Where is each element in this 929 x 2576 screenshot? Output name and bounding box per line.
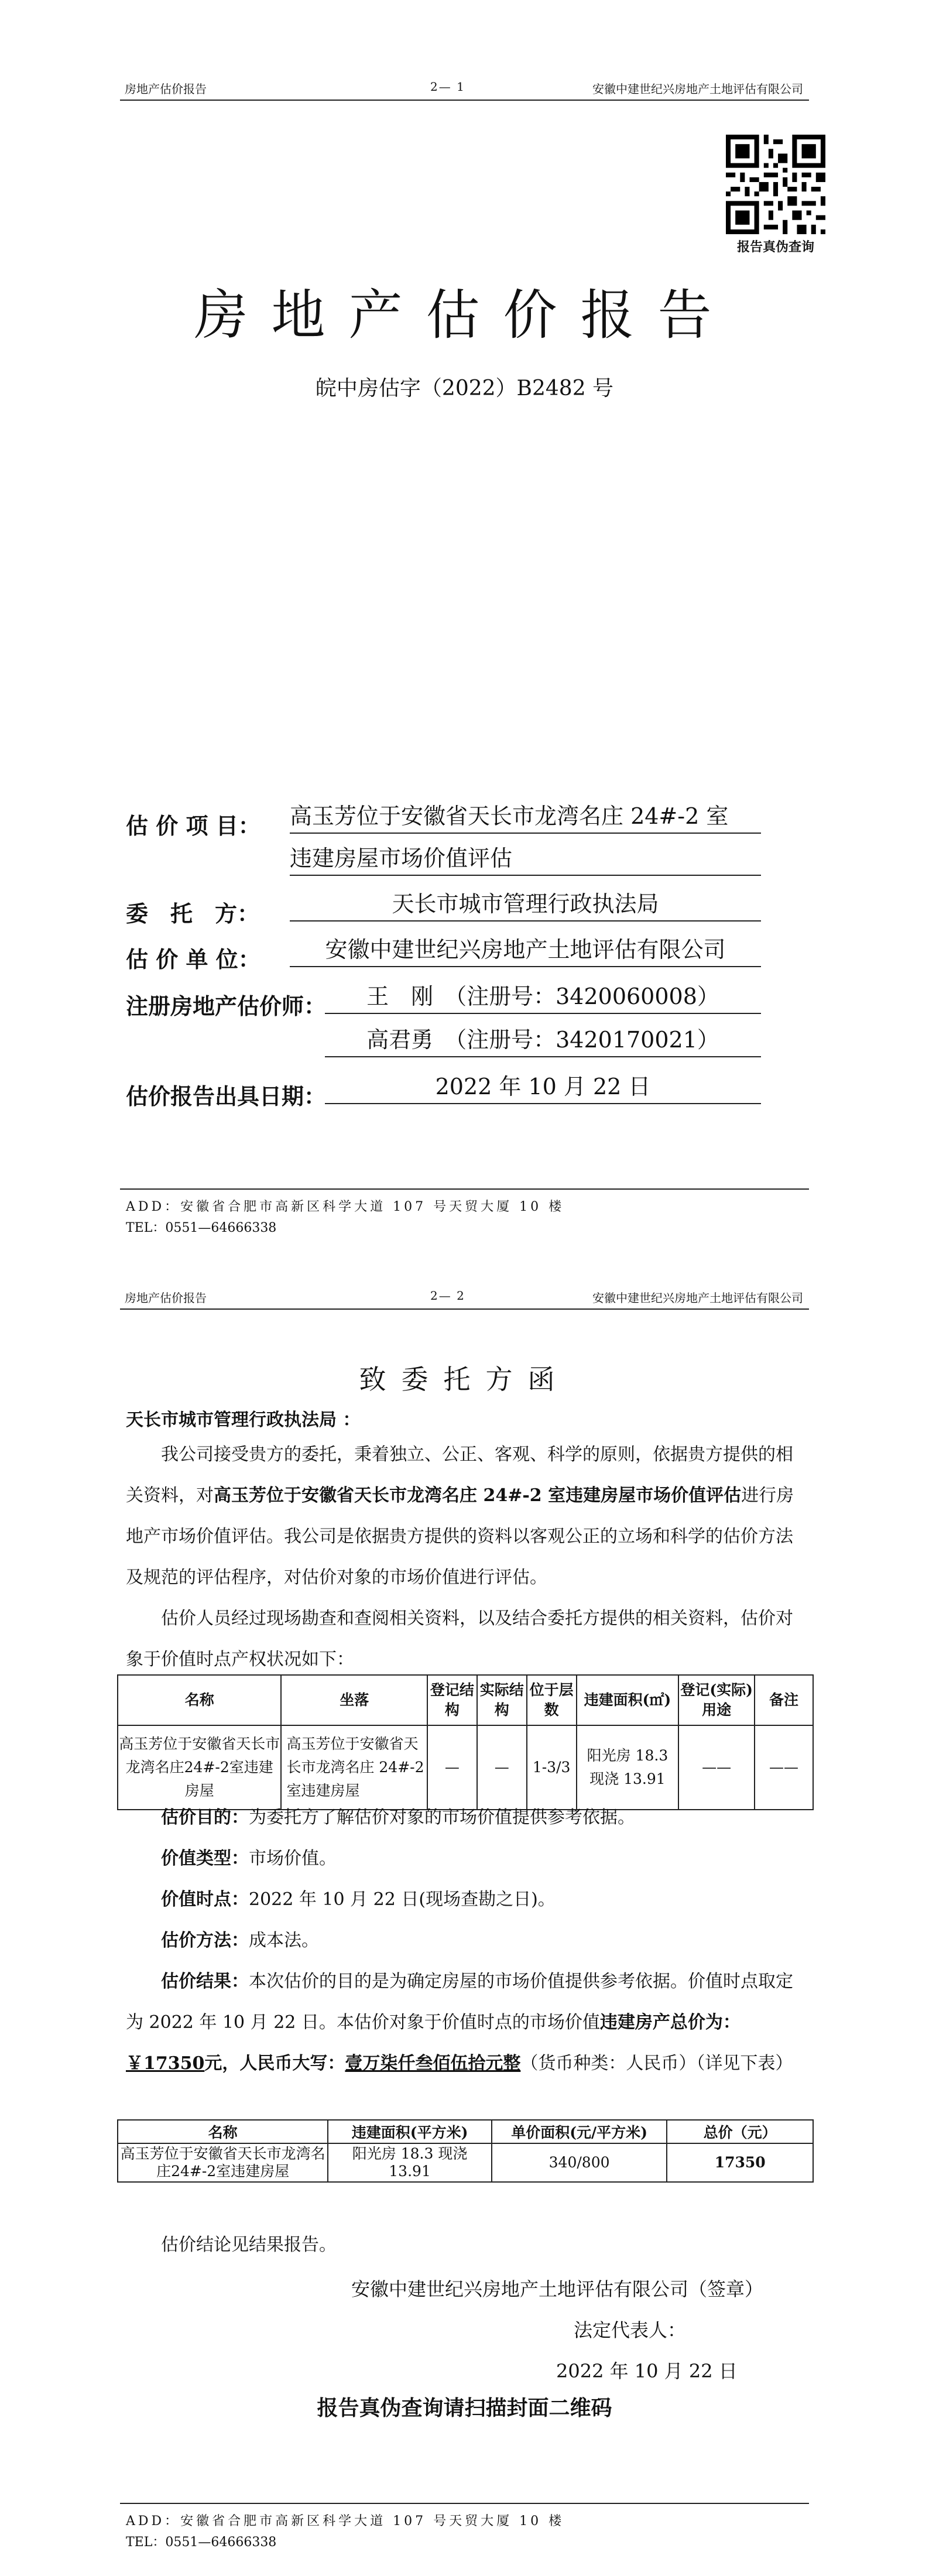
- result-total: ￥17350: [126, 2053, 205, 2074]
- value-time-value: 2022 年 10 月 22 日(现场查勘之日)。: [249, 1889, 556, 1910]
- page-header-2: [120, 1285, 809, 1310]
- table-cell: 高玉芳位于安徽省天长市龙湾名庄 24#-2 室违建房屋: [281, 1725, 427, 1810]
- letter-paragraph-1: [126, 1434, 805, 1598]
- issue-date-label: 估价报告出具日期：: [126, 1083, 327, 1109]
- footer-address: ADD：安徽省合肥市高新区科学大道 107 号天贸大厦 10 楼: [126, 2514, 565, 2529]
- table-header: 登记(实际)用途: [678, 1675, 755, 1725]
- legal-representative: 法定代表人：: [574, 2319, 687, 2341]
- org-label: 估 价 单 位：: [126, 946, 260, 972]
- result-upper: 壹万柒仟叁佰伍拾元整: [345, 2053, 521, 2074]
- result-text-a: 本次估价的目的是为确定房屋的市场价值提供参考依据。价值时点取定为 2022 年 10 月 22 日。本估价对象于价值时点的市场价值: [126, 1971, 793, 2033]
- issue-date-value: 2022 年 10 月 22 日: [325, 1073, 761, 1104]
- page-footer-2: [120, 2503, 809, 2551]
- value-time-label: 价值时点：: [161, 1889, 249, 1910]
- result-paragraph: [126, 1961, 805, 2084]
- letter-paragraph-2: [126, 1598, 805, 1680]
- table-header: 登记结构: [427, 1675, 477, 1725]
- appraiser-2: 高君勇 （注册号：3420170021）: [325, 1026, 761, 1057]
- org-value: 安徽中建世纪兴房地产土地评估有限公司: [290, 936, 761, 967]
- project-line2: 违建房屋市场价值评估: [290, 844, 761, 876]
- conclusion-line: [126, 2225, 805, 2266]
- header-company: 安徽中建世纪兴房地产土地评估有限公司: [592, 1291, 803, 1305]
- method-line: [126, 1920, 805, 1961]
- property-status-table: [117, 1674, 814, 1810]
- purpose-value: 为委托方了解估价对象的市场价值提供参考依据。: [249, 1807, 635, 1828]
- table-cell: 高玉芳位于安徽省天长市龙湾名庄24#-2室违建房屋: [118, 2143, 328, 2182]
- qr-code-icon[interactable]: [726, 135, 825, 234]
- table-header: 实际结构: [477, 1675, 527, 1725]
- page-footer: [120, 1188, 809, 1236]
- method-value: 成本法。: [249, 1930, 319, 1951]
- table-header: 违建面积(平方米): [328, 2120, 492, 2143]
- p1-project: 高玉芳位于安徽省天长市龙湾名庄 24#-2 室违建房屋市场价值评估: [214, 1485, 742, 1506]
- table-header: 单价面积(元/平方米): [492, 2120, 667, 2143]
- purpose-label: 估价目的：: [161, 1807, 249, 1828]
- conclusion-text: 估价结论见结果报告。: [161, 2235, 337, 2255]
- result-label: 估价结果：: [161, 1971, 249, 1992]
- verify-note: 报告真伪查询请扫描封面二维码: [317, 2396, 612, 2420]
- p2-text: 估价人员经过现场勘查和查阅相关资料，以及结合委托方提供的相关资料，估价对象于价值时点产权状况如下：: [126, 1608, 793, 1670]
- value-type-line: [126, 1838, 805, 1879]
- result-text-c: 元，人民币大写：: [204, 2053, 345, 2074]
- table-cell: 1-3/3: [527, 1725, 577, 1810]
- table-cell: —: [427, 1725, 477, 1810]
- project-label: 估 价 项 目：: [126, 813, 260, 839]
- purpose-line: [126, 1797, 805, 1838]
- header-page-number: 2— 2: [430, 1289, 465, 1303]
- p1-text-a: 我公司接受贵方的委托，秉着独立、公正、客观、科学的原则，依据贵方提供的相关资料，对: [126, 1444, 793, 1506]
- table-header-row: [118, 1675, 813, 1725]
- header-page-number: 2— 1: [430, 80, 465, 94]
- table-header: 名称: [118, 1675, 281, 1725]
- table-cell: —: [477, 1725, 527, 1810]
- table-row: [118, 2143, 813, 2182]
- signature-date: 2022 年 10 月 22 日: [556, 2360, 738, 2382]
- value-type-value: 市场价值。: [249, 1848, 337, 1869]
- footer-tel: TEL：0551—64666338: [126, 2535, 277, 2550]
- method-label: 估价方法：: [161, 1930, 249, 1951]
- table-cell: 阳光房 18.3 现浇 13.91: [577, 1725, 679, 1810]
- result-text-b: 违建房产总价为：: [599, 2012, 741, 2033]
- report-title: 房地产估价报告: [194, 284, 735, 347]
- company-signature: 安徽中建世纪兴房地产土地评估有限公司（签章）: [351, 2278, 764, 2300]
- appraiser-1: 王 刚 （注册号：3420060008）: [325, 982, 761, 1014]
- result-text-d: （货币种类：人民币）（详见下表）: [520, 2053, 793, 2074]
- value-time-line: [126, 1879, 805, 1920]
- project-line1: 高玉芳位于安徽省天长市龙湾名庄 24#-2 室: [290, 802, 761, 834]
- table-cell: 阳光房 18.3 现浇 13.91: [328, 2143, 492, 2182]
- value-type-label: 价值类型：: [161, 1848, 249, 1869]
- table-cell: ——: [678, 1725, 755, 1810]
- table-header-row: [118, 2120, 813, 2143]
- table-cell: 340/800: [492, 2143, 667, 2182]
- table-header: 坐落: [281, 1675, 427, 1725]
- document-number: 皖中房估字（2022）B2482 号: [315, 376, 614, 400]
- header-company: 安徽中建世纪兴房地产土地评估有限公司: [592, 82, 803, 96]
- qr-caption: 报告真伪查询: [736, 239, 814, 255]
- table-cell: 高玉芳位于安徽省天长市龙湾名庄24#-2室违建房屋: [118, 1725, 281, 1810]
- table-header: 备注: [755, 1675, 813, 1725]
- header-left: 房地产估价报告: [125, 1291, 207, 1305]
- table-cell: 17350: [667, 2143, 813, 2182]
- letter-title: 致委托方函: [359, 1364, 570, 1395]
- footer-tel: TEL：0551—64666338: [126, 1221, 277, 1235]
- appraiser-label: 注册房地产估价师：: [126, 993, 327, 1019]
- page-header: [120, 76, 809, 101]
- table-header: 位于层数: [527, 1675, 577, 1725]
- p1-text-c: 进行房地产市场价值评估。我公司是依据贵方提供的资料以客观公正的立场和科学的估价方法及规范的评估程序，对估价对象的市场价值进行评估。: [126, 1485, 794, 1588]
- table-header: 违建面积(㎡): [577, 1675, 679, 1725]
- valuation-result-table: [117, 2119, 814, 2183]
- client-label: 委 托 方：: [126, 900, 260, 927]
- footer-address: ADD：安徽省合肥市高新区科学大道 107 号天贸大厦 10 楼: [126, 1200, 565, 1214]
- client-value: 天长市城市管理行政执法局: [290, 890, 761, 922]
- table-header: 名称: [118, 2120, 328, 2143]
- table-header: 总价（元）: [667, 2120, 813, 2143]
- table-cell: ——: [755, 1725, 813, 1810]
- header-left: 房地产估价报告: [125, 82, 207, 96]
- letter-addressee: 天长市城市管理行政执法局 ：: [126, 1410, 361, 1430]
